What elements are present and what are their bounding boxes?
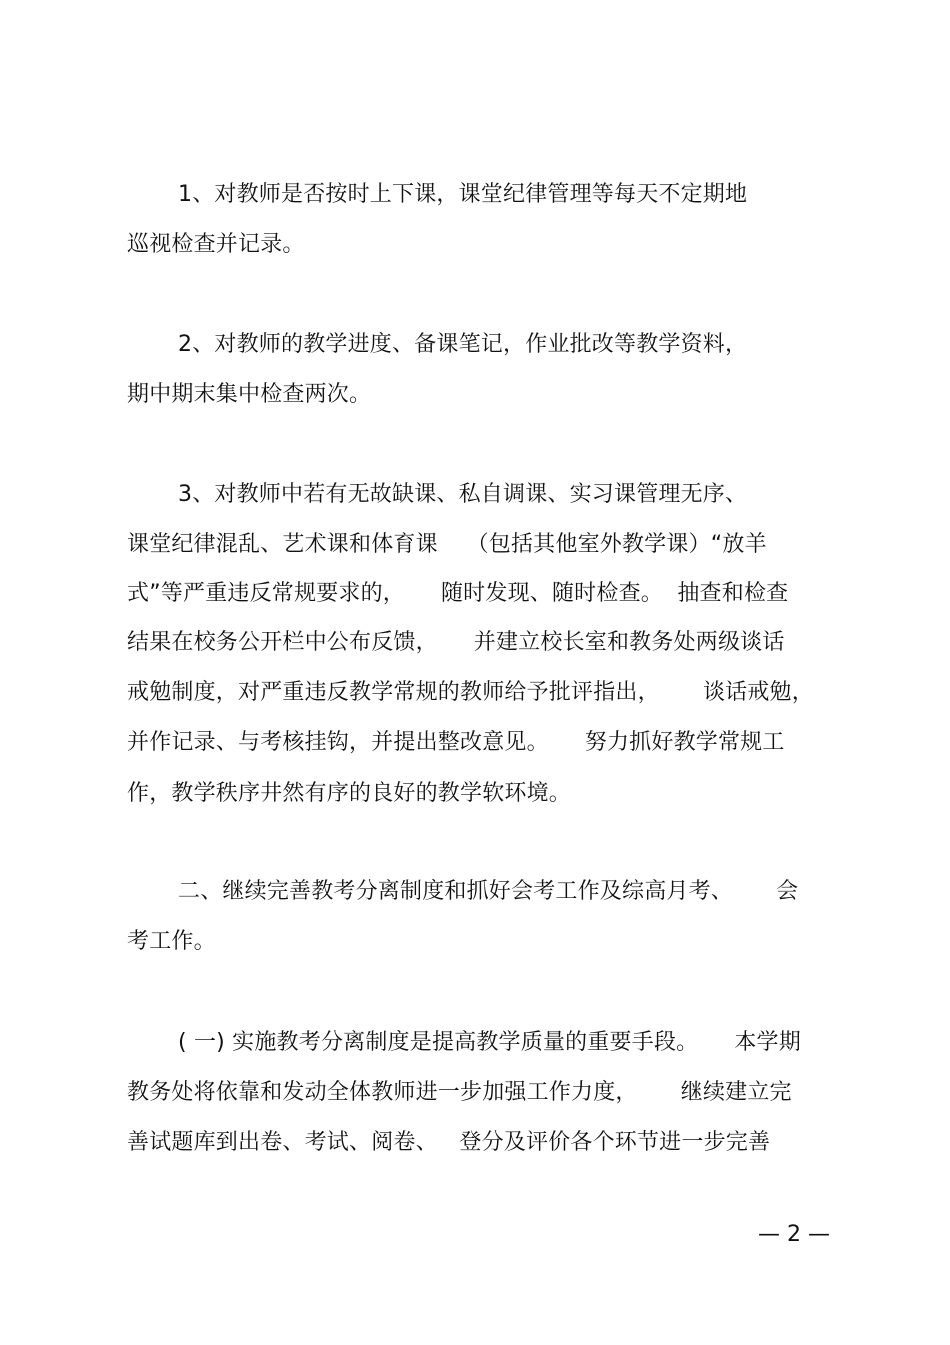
paragraph-1-line-2: 巡视检查并记录。 xyxy=(127,232,305,257)
paragraph-3-line-6: 并作记录、与考核挂钩，并提出整改意见。 努力抓好教学常规工 xyxy=(127,730,785,755)
section-heading-line-1: 二、继续完善教考分离制度和抓好会考工作及综高月考、 会 xyxy=(178,879,799,904)
section-heading-line-2: 考工作。 xyxy=(127,929,216,954)
paragraph-2-line-2: 期中期末集中检查两次。 xyxy=(127,382,372,407)
paragraph-5-line-1: ( 一) 实施教考分离制度是提高教学质量的重要手段。 本学期 xyxy=(178,1030,801,1055)
paragraph-3-line-3: 式”等严重违反常规要求的， 随时发现、随时检查。 抽查和检查 xyxy=(127,581,789,606)
paragraph-5-line-2: 教务处将依靠和发动全体教师进一步加强工作力度， 继续建立完 xyxy=(127,1080,792,1105)
paragraph-3-line-5: 戒勉制度，对严重违反教学常规的教师给予批评指出， 谈话戒勉， xyxy=(127,680,814,705)
paragraph-1-line-1: 1、对教师是否按时上下课，课堂纪律管理等每天不定期地 xyxy=(178,182,748,207)
paragraph-3-line-4: 结果在校务公开栏中公布反馈， 并建立校长室和教务处两级谈话 xyxy=(127,630,785,655)
page-number: — 2 — xyxy=(758,1222,830,1247)
paragraph-3-line-7: 作，教学秩序井然有序的良好的教学软环境。 xyxy=(127,781,572,806)
paragraph-5-line-3: 善试题库到出卷、考试、阅卷、 登分及评价各个环节进一步完善 xyxy=(127,1130,771,1155)
paragraph-3-line-1: 3、对教师中若有无故缺课、私自调课、实习课管理无序、 xyxy=(178,482,748,507)
paragraph-3-line-2: 课堂纪律混乱、艺术课和体育课 （包括其他室外教学课）“放羊 xyxy=(127,532,767,557)
paragraph-2-line-1: 2、对教师的教学进度、备课笔记，作业批改等教学资料， xyxy=(178,332,748,357)
